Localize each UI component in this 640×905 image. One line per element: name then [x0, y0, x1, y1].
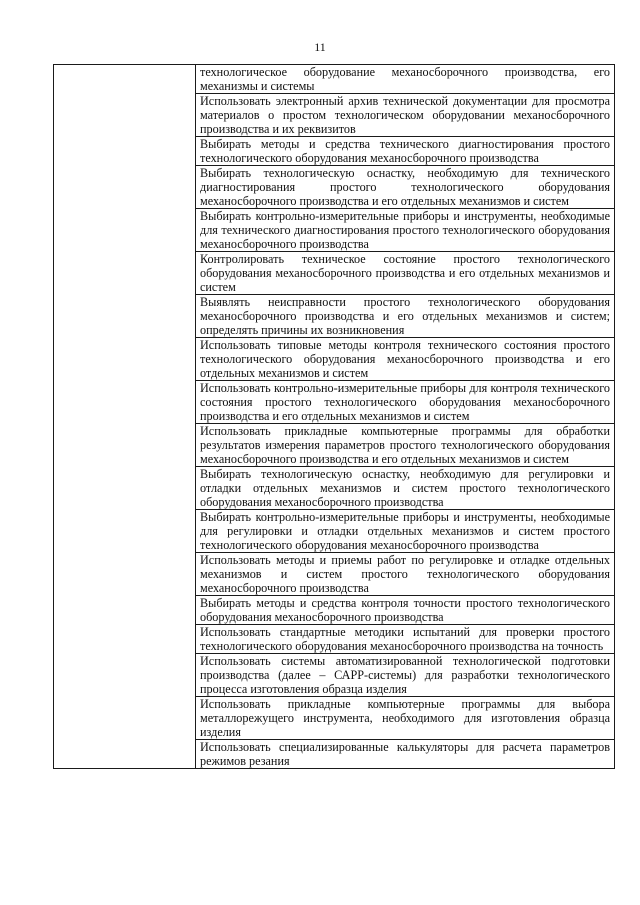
- page-number: 11: [314, 40, 326, 54]
- requirement-cell: Использовать системы автоматизированной технологической подготовки производства (далее – САРР-системы) для разработки технологического процесса изготовления образца изделия: [196, 654, 615, 697]
- requirements-table: [53, 64, 615, 769]
- requirement-cell: Использовать методы и приемы работ по регулировке и отладке отдельных механизмов и систем простого технологического оборудования механосборочного производства: [196, 553, 615, 596]
- requirement-cell: Использовать стандартные методики испытаний для проверки простого технологического оборудования механосборочного производства на точность: [196, 625, 615, 654]
- requirement-cell: Использовать контрольно-измерительные приборы для контроля технического состояния простого технологического оборудования механосборочного производства и его отдельных механизмов и систем: [196, 381, 615, 424]
- requirement-cell: Использовать типовые методы контроля технического состояния простого технологического оборудования механосборочного производства и его отдельных механизмов и систем: [196, 338, 615, 381]
- requirement-cell: Использовать специализированные калькуляторы для расчета параметров режимов резания: [196, 740, 615, 769]
- requirement-cell: Выбирать контрольно-измерительные приборы и инструменты, необходимые для технического диагностирования простого технологического оборудования механосборочного производства: [196, 209, 615, 252]
- requirement-cell: Выбирать методы и средства технического диагностирования простого технологического оборудования механосборочного производства: [196, 137, 615, 166]
- requirement-cell: Выбирать контрольно-измерительные приборы и инструменты, необходимые для регулировки и отладки отдельных механизмов и систем простого технологического оборудования механосборочного производства: [196, 510, 615, 553]
- requirement-cell: Использовать прикладные компьютерные программы для выбора металлорежущего инструмента, необходимого для изготовления образца изделия: [196, 697, 615, 740]
- requirement-cell: Контролировать техническое состояние простого технологического оборудования механосборочного производства и его отдельных механизмов и систем: [196, 252, 615, 295]
- requirement-cell: Выбирать технологическую оснастку, необходимую для регулировки и отладки отдельных механизмов и систем простого технологического оборудования механосборочного производства: [196, 467, 615, 510]
- requirement-cell: технологическое оборудование механосборочного производства, его механизмы и системы: [196, 65, 615, 94]
- left-column-cell: [54, 65, 196, 769]
- requirement-cell: Использовать прикладные компьютерные программы для обработки результатов измерения параметров простого технологического оборудования механосборочного производства и его отдельных механизмов и систем: [196, 424, 615, 467]
- requirement-cell: Выявлять неисправности простого технологического оборудования механосборочного производства и его отдельных механизмов и систем; определять причины их возникновения: [196, 295, 615, 338]
- requirement-cell: Использовать электронный архив технической документации для просмотра материалов о простом технологическом оборудовании механосборочного производства и их реквизитов: [196, 94, 615, 137]
- table-row: [54, 65, 615, 94]
- requirement-cell: Выбирать методы и средства контроля точности простого технологического оборудования механосборочного производства: [196, 596, 615, 625]
- requirement-cell: Выбирать технологическую оснастку, необходимую для технического диагностирования простого технологического оборудования механосборочного производства и его отдельных механизмов и систем: [196, 166, 615, 209]
